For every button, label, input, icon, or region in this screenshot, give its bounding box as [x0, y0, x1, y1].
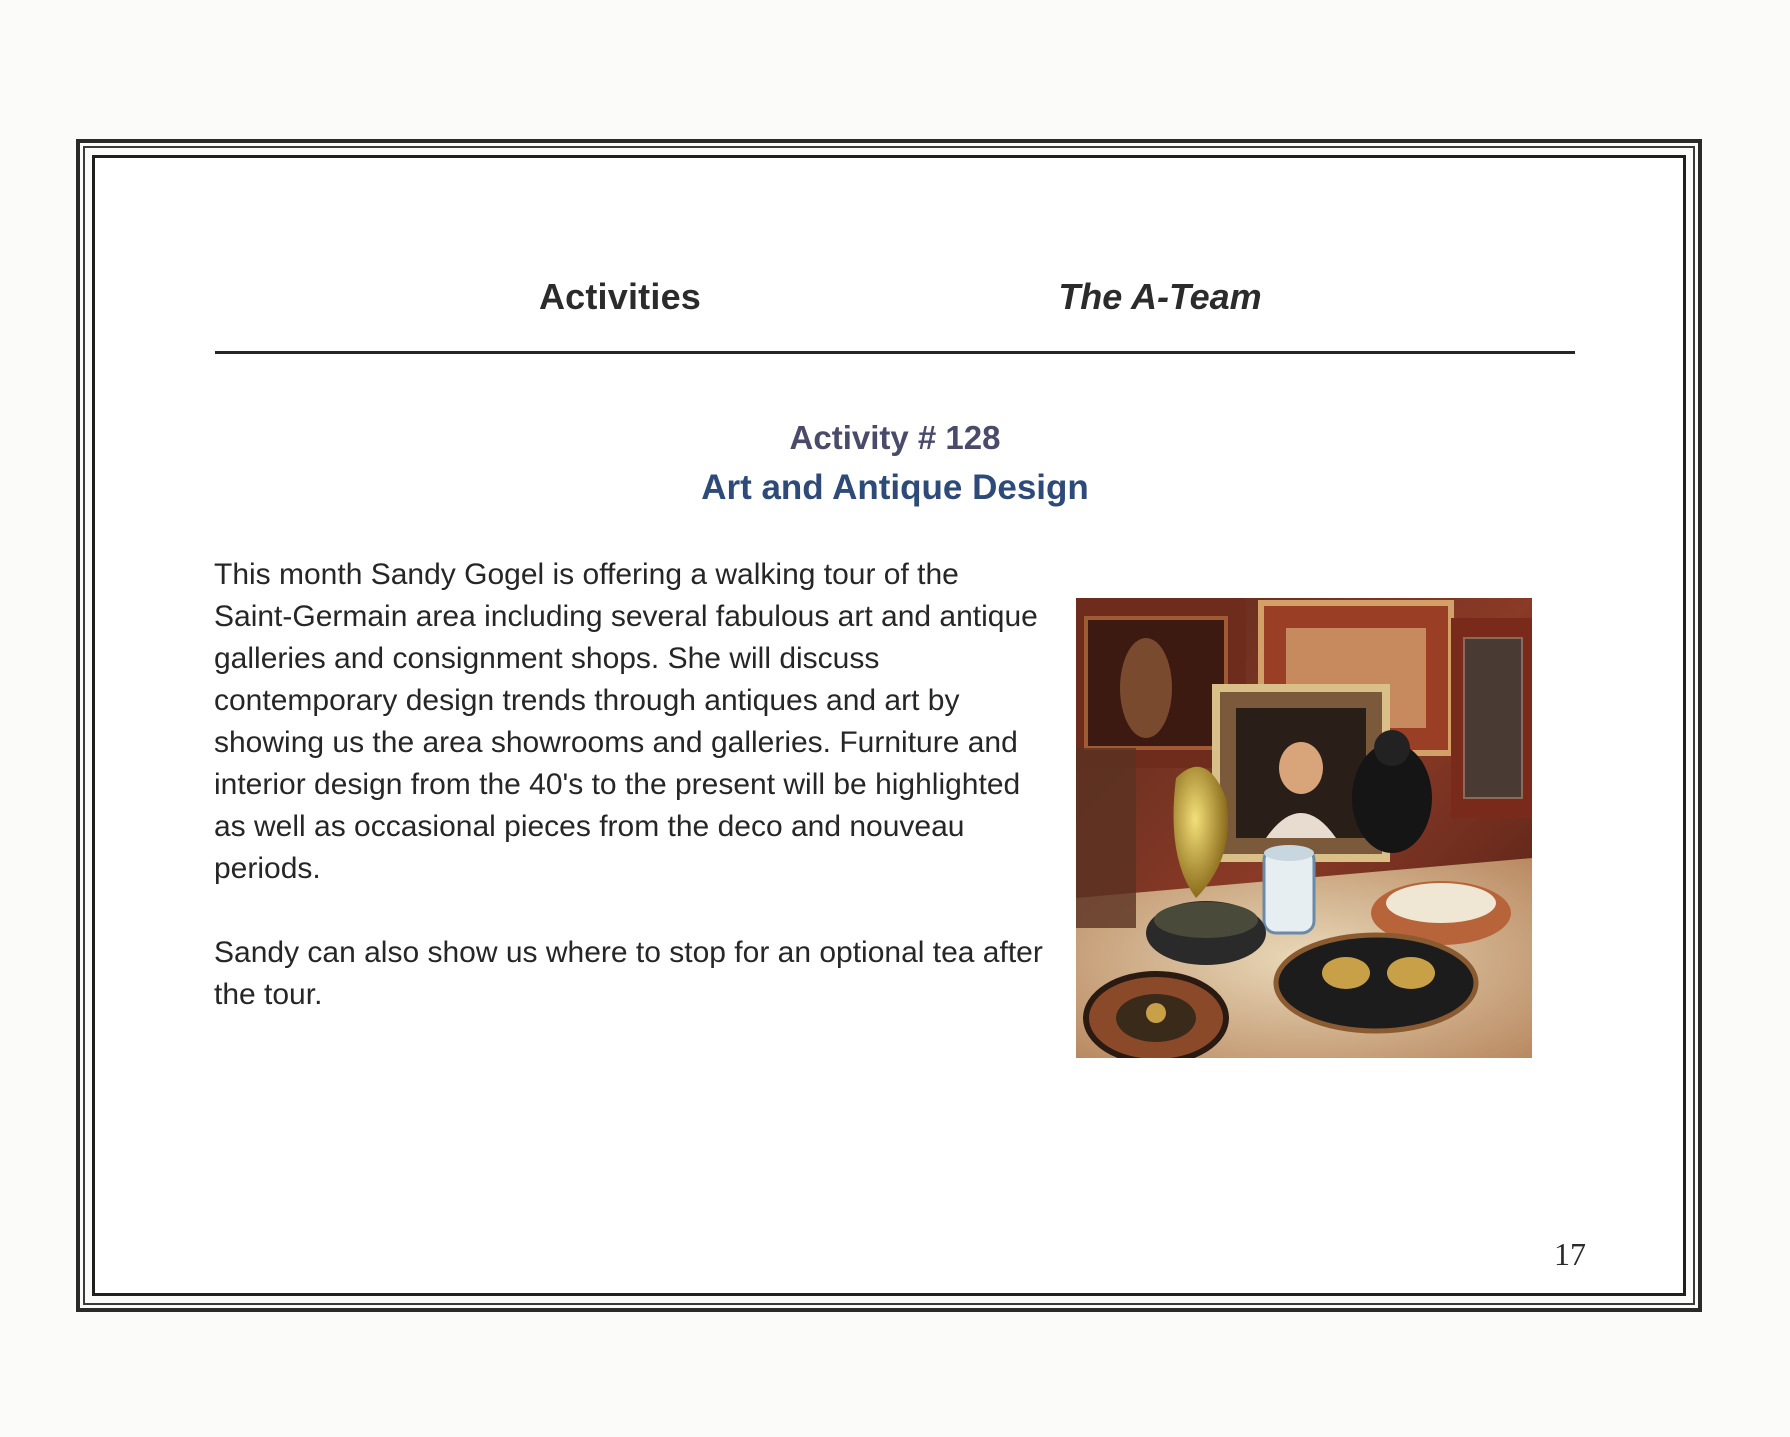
section-heading: Activities — [538, 276, 702, 317]
team-heading: The A-Team — [1058, 276, 1262, 317]
antique-still-life-image — [1076, 598, 1532, 1058]
activity-number: Activity # 128 — [789, 419, 1001, 456]
activity-title: Art and Antique Design — [701, 468, 1089, 507]
header-divider — [215, 351, 1575, 354]
tea-paragraph: Sandy can also show us where to stop for an optional tea after the tour. — [214, 936, 1043, 1011]
description-paragraph: This month Sandy Gogel is offering a walking tour of the Saint-Germain area including several fabulous art and antique galleries and consignment shops. She will discuss contemporary design trends through antiques and art by showing us the area showrooms and galleries. Furniture and interior design from the 40's to the present will be highlighted as well as occasional pieces from the deco and nouveau periods. — [214, 558, 1038, 885]
page-number: 17 — [1554, 1236, 1586, 1272]
